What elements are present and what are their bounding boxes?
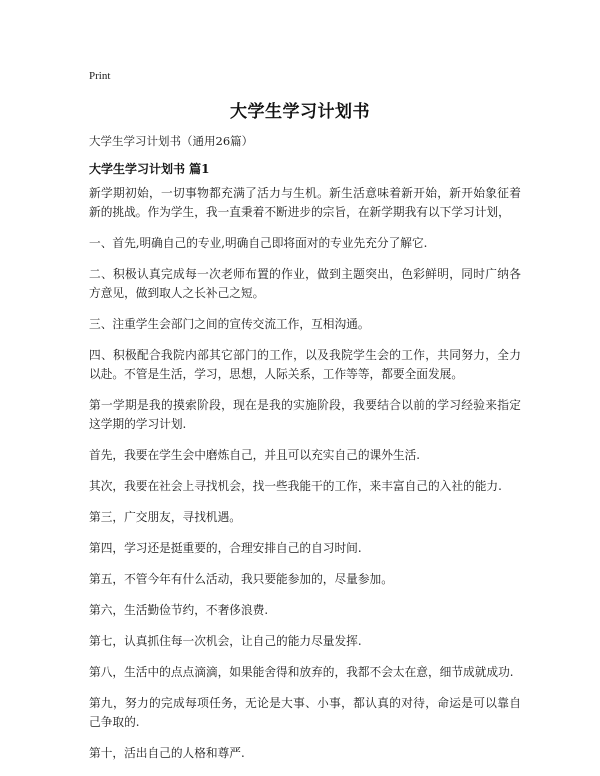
paragraph-first: 首先，我要在学生会中磨炼自己，并且可以充实自己的课外生活.	[89, 448, 420, 462]
paragraph-eighth: 第八，生活中的点点滴滴，如果能舍得和放弃的，我都不会太在意，细节成就成功.	[89, 665, 514, 679]
paragraph-fourth: 第四，学习还是挺重要的，合理安排自己的自习时间.	[89, 541, 362, 555]
page-title: 大学生学习计划书	[230, 102, 370, 122]
paragraph-seventh: 第七，认真抓住每一次机会，让自己的能力尽量发挥.	[89, 634, 362, 648]
paragraph-fifth: 第五，不管今年有什么活动，我只要能参加的，尽量参加。	[89, 572, 393, 586]
paragraph-ninth: 第九，努力的完成每项任务，无论是大事、小事，都认真的对待，命运是可以靠自己争取的.	[89, 696, 521, 729]
paragraph-intro: 新学期初始，一切事物都充满了活力与生机。新生活意味着新开始，新开始象征着新的挑战。作为学生，我一直秉着不断进步的宗旨，在新学期我有以下学习计划，	[89, 186, 521, 219]
section-heading: 大学生学习计划书 篇1	[89, 162, 210, 176]
paragraph-plan-intro: 第一学期是我的摸索阶段，现在是我的实施阶段，我要结合以前的学习经验来指定这学期的学习计划.	[89, 398, 521, 431]
paragraph-sixth: 第六，生活勤俭节约，不奢侈浪费.	[89, 603, 269, 617]
paragraph-second: 其次，我要在社会上寻找机会，找一些我能干的工作，来丰富自己的入社的能力.	[89, 479, 502, 493]
document-body	[89, 184, 521, 775]
paragraph-item-3: 三、注重学生会部门之间的宣传交流工作，互相沟通。	[89, 317, 370, 331]
paragraph-third: 第三，广交朋友，寻找机遇。	[89, 510, 241, 524]
paragraph-item-4: 四、积极配合我院内部其它部门的工作，以及我院学生会的工作，共同努力，全力以赴。不管是生活，学习，思想，人际关系，工作等等，都要全面发展。	[89, 348, 521, 381]
document-subtitle: 大学生学习计划书（通用26篇）	[89, 134, 254, 148]
paragraph-tenth: 第十，活出自己的人格和尊严.	[89, 746, 245, 760]
paragraph-item-2: 二、积极认真完成每一次老师布置的作业，做到主题突出，色彩鲜明，同时广纳各方意见，做到取人之长补己之短。	[89, 267, 521, 300]
paragraph-item-1: 一、首先,明确自己的专业,明确自己即将面对的专业先充分了解它.	[89, 236, 428, 250]
print-link[interactable]: Print	[89, 70, 111, 82]
